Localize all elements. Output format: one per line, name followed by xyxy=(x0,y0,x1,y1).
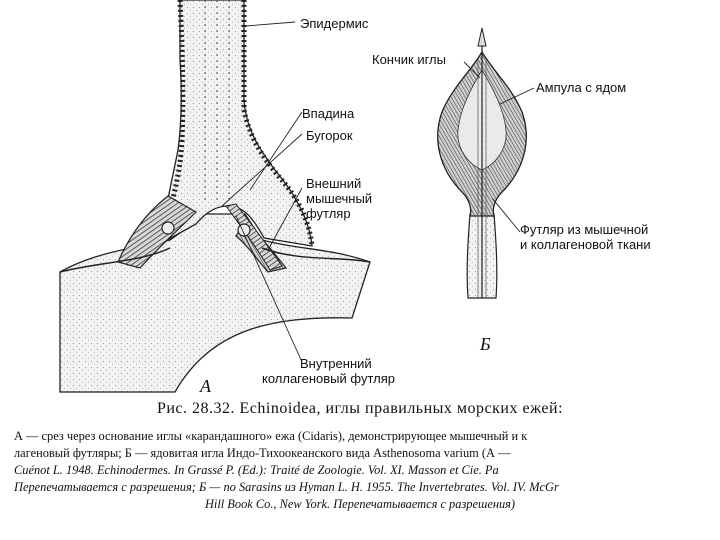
caption-line: Перепечатывается с разрешения; Б — по Sarasins из Hyman L. H. 1955. The Invertebrates. Vol. IV. McGr xyxy=(14,480,559,494)
caption-line: Cuénot L. 1948. Echinodermes. In Grassé P. (Ed.): Traité de Zoologie. Vol. XI. Masson et Cie. Pa xyxy=(14,463,499,477)
label-outer-sheath-3: футляр xyxy=(306,206,351,221)
label-tubercle: Бугорок xyxy=(306,128,353,143)
spine-tip xyxy=(478,28,486,46)
caption-line: лагеновый футляры; Б — ядовитая игла Индо-Тихоокеанского вида Asthenosoma varium (А — xyxy=(14,446,511,460)
label-inner-sheath-1: Внутренний xyxy=(300,356,372,371)
label-spine-tip: Кончик иглы xyxy=(372,52,446,67)
panel-b-drawing xyxy=(438,28,527,298)
panel-a-letter: А xyxy=(200,376,211,396)
label-sheath-2: и коллагеновой ткани xyxy=(520,237,651,252)
label-epidermis: Эпидермис xyxy=(300,16,369,31)
caption-line: А — срез через основание иглы «карандашного» ежа (Cidaris), демонстрирующее мышечный и к xyxy=(14,429,528,443)
label-outer-sheath-2: мышечный xyxy=(306,191,373,206)
caption-title: Рис. 28.32. Echinoidea, иглы правильных морских ежей: xyxy=(156,400,564,417)
label-depression: Впадина xyxy=(302,106,355,121)
label-outer-sheath-1: Внешний xyxy=(306,176,362,191)
label-inner-sheath-2: коллагеновый футляр xyxy=(262,371,395,386)
label-sheath-1: Футляр из мышечной xyxy=(520,222,649,237)
panel-b-letter: Б xyxy=(480,334,491,354)
label-venom-ampulla: Ампула с ядом xyxy=(536,80,627,95)
caption-line: Hill Book Co., New York. Перепечатывается с разрешения) xyxy=(204,497,516,511)
caption-body xyxy=(14,428,706,513)
